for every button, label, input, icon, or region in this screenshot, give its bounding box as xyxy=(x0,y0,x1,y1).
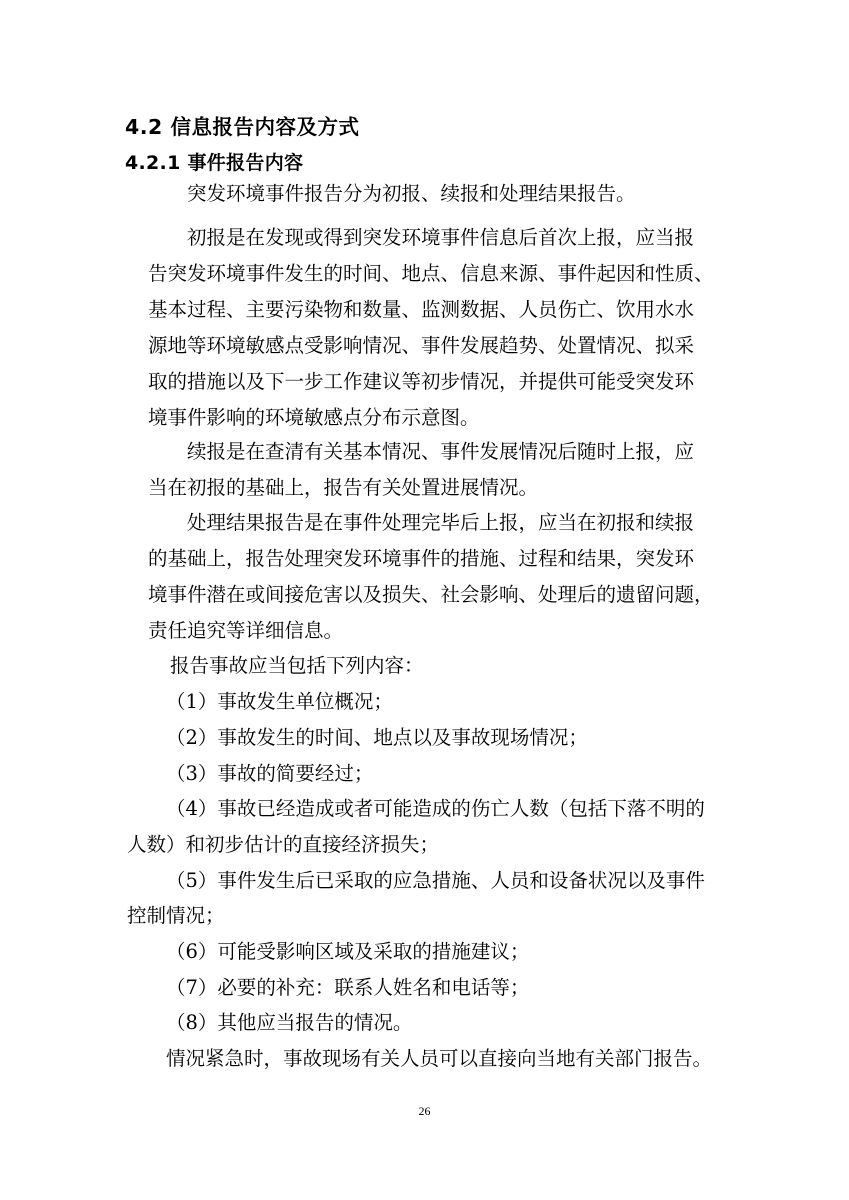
paragraph-line: 当在初报的基础上，报告有关处置进展情况。 xyxy=(148,476,539,499)
page-number: 26 xyxy=(418,1104,431,1118)
paragraph-line: 初报是在发现或得到突发环境事件信息后首次上报，应当报 xyxy=(187,226,695,249)
paragraph-line: 取的措施以及下一步工作建议等初步情况，并提供可能受突发环 xyxy=(148,370,695,393)
list-item: （6）可能受影响区域及采取的措施建议； xyxy=(166,940,530,963)
list-item: （5）事件发生后已采取的应急措施、人员和设备状况以及事件 xyxy=(166,869,705,892)
list-item: （4）事故已经造成或者可能造成的伤亡人数（包括下落不明的 xyxy=(166,797,705,820)
subsection-heading: 4.2.1 事件报告内容 xyxy=(125,152,304,174)
list-item: （3）事故的简要经过； xyxy=(166,762,374,785)
paragraph-line: 境事件潜在或间接危害以及损失、社会影响、处理后的遗留问题， xyxy=(148,583,714,606)
paragraph-line: 告突发环境事件发生的时间、地点、信息来源、事件起因和性质、 xyxy=(148,262,714,285)
paragraph-line: 突发环境事件报告分为初报、续报和处理结果报告。 xyxy=(187,182,636,205)
paragraph-line: 源地等环境敏感点受影响情况、事件发展趋势、处置情况、拟采 xyxy=(148,334,695,357)
list-item: （8）其他应当报告的情况。 xyxy=(166,1011,413,1034)
section-heading: 4.2 信息报告内容及方式 xyxy=(125,115,360,139)
list-item-continuation: 控制情况； xyxy=(127,904,225,927)
paragraph-line: 情况紧急时，事故现场有关人员可以直接向当地有关部门报告。 xyxy=(166,1047,713,1070)
list-item-continuation: 人数）和初步估计的直接经济损失； xyxy=(127,833,440,856)
paragraph-line: 境事件影响的环境敏感点分布示意图。 xyxy=(148,406,480,429)
paragraph-line: 处理结果报告是在事件处理完毕后上报，应当在初报和续报 xyxy=(187,511,695,534)
list-item: （2）事故发生的时间、地点以及事故现场情况； xyxy=(166,726,588,749)
list-item: （1）事故发生单位概况； xyxy=(166,690,393,713)
paragraph-line: 责任追究等详细信息。 xyxy=(148,619,344,642)
list-intro: 报告事故应当包括下列内容： xyxy=(170,654,424,677)
paragraph-line: 基本过程、主要污染物和数量、监测数据、人员伤亡、饮用水水 xyxy=(148,298,695,321)
list-item: （7）必要的补充：联系人姓名和电话等； xyxy=(166,976,530,999)
paragraph-line: 续报是在查清有关基本情况、事件发展情况后随时上报，应 xyxy=(187,440,695,463)
paragraph-line: 的基础上，报告处理突发环境事件的措施、过程和结果，突发环 xyxy=(148,547,695,570)
